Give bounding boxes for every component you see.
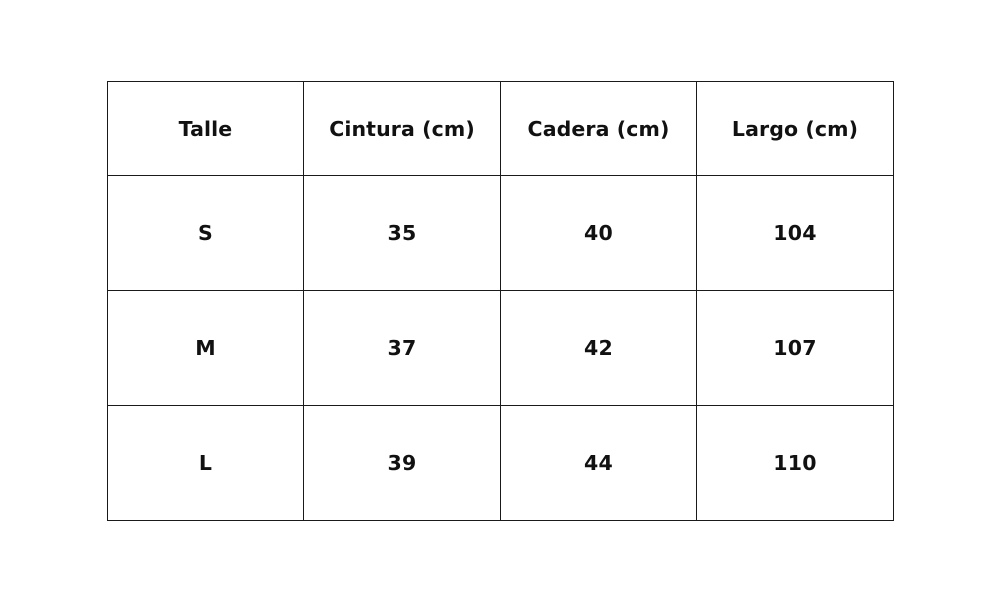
cell-talle: S — [108, 176, 304, 291]
table-body — [108, 176, 894, 521]
cell-cintura: 35 — [304, 176, 501, 291]
cell-cadera: 42 — [501, 291, 697, 406]
table-row — [108, 291, 894, 406]
cell-cadera: 44 — [501, 406, 697, 521]
column-header-largo: Largo (cm) — [697, 82, 894, 176]
cell-largo: 104 — [697, 176, 894, 291]
cell-cadera: 40 — [501, 176, 697, 291]
cell-cintura: 37 — [304, 291, 501, 406]
table-header — [108, 82, 894, 176]
cell-talle: L — [108, 406, 304, 521]
cell-talle: M — [108, 291, 304, 406]
table-header-row — [108, 82, 894, 176]
column-header-talle: Talle — [108, 82, 304, 176]
column-header-cintura: Cintura (cm) — [304, 82, 501, 176]
cell-cintura: 39 — [304, 406, 501, 521]
table-row — [108, 176, 894, 291]
column-header-cadera: Cadera (cm) — [501, 82, 697, 176]
cell-largo: 110 — [697, 406, 894, 521]
table-row — [108, 406, 894, 521]
size-chart-table — [107, 81, 894, 521]
cell-largo: 107 — [697, 291, 894, 406]
